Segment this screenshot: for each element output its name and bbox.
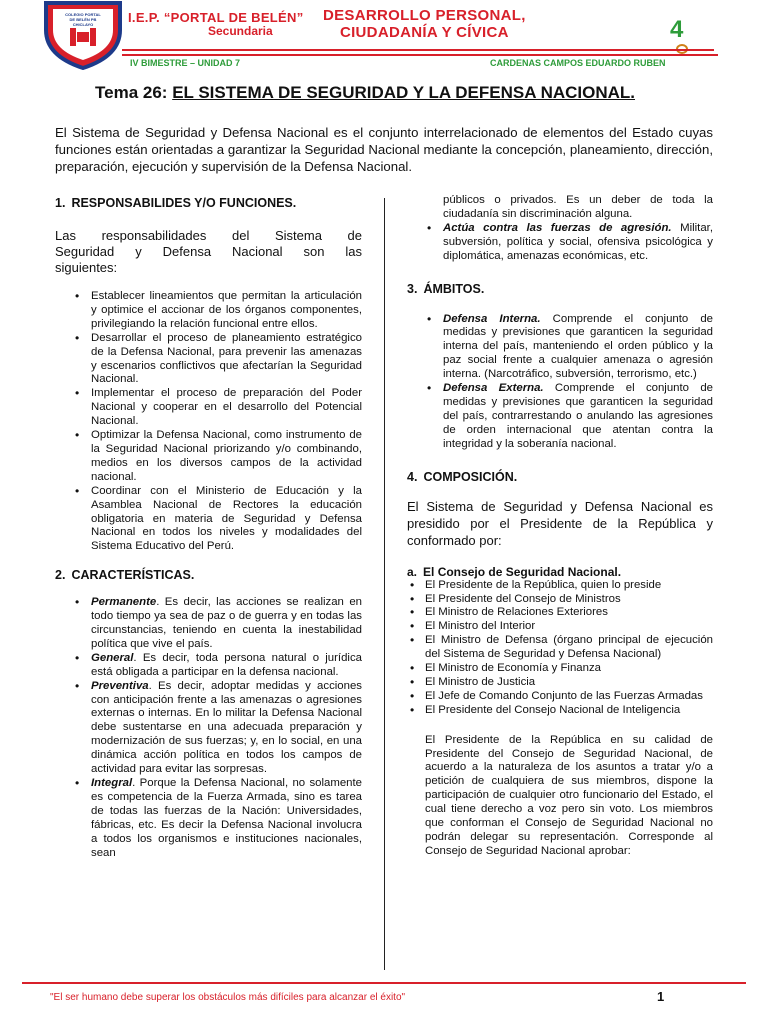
section1-lead: [55, 228, 362, 276]
list-item: • Optimizar la Defensa Nacional, como instrumento de la Seguridad Nacional priorizando y/o combinando, medios en los diversos campos de la actividad nacional.: [55, 429, 362, 485]
list-item: • El Ministro de Justicia: [407, 676, 713, 690]
section3-title: ÁMBITOS.: [423, 281, 485, 296]
list-item: • El Ministro de Relaciones Exteriores: [407, 606, 713, 620]
footer-quote: "El ser humano debe superar los obstáculos más difíciles para alcanzar el éxito": [50, 992, 406, 1003]
council-members-list: [407, 579, 713, 718]
school-name: I.E.P. “PORTAL DE BELÉN”: [128, 10, 304, 25]
item-term: Defensa Externa.: [443, 382, 544, 395]
header-rule-bottom: [122, 54, 718, 56]
grade-number: 4: [670, 16, 684, 43]
logo-lettering: COLEGIO PORTAL DE BELÉN PB CHICLAYO: [65, 12, 101, 27]
item-term: Defensa Interna.: [443, 312, 541, 325]
list-item: • El Ministro de Economía y Finanza: [407, 662, 713, 676]
list-item: [407, 313, 713, 383]
list-item: • El Presidente del Consejo Nacional de Inteligencia: [407, 704, 713, 718]
left-column: [55, 196, 362, 860]
course-title: [323, 7, 526, 41]
section1-lead-line: Seguridad y Defensa Nacional son las: [55, 244, 362, 259]
list-item: [55, 596, 362, 652]
list-item: [407, 222, 713, 264]
author-name: CARDENAS CAMPOS EDUARDO RUBEN: [490, 58, 666, 68]
list-item: • El Presidente del Consejo de Ministros: [407, 593, 713, 607]
closing-paragraph: El Presidente de la República en su calidad de Presidente del Consejo de Seguridad Nacional, de acuerdo a la naturaleza de los asuntos a tratar y/o a petición de cualquiera de sus miembros, dispone la participación de cualquier otro funcionario del Estado, el cual tiene derecho a voz pero sin voto. Los miembros que conforman el Consejo de Seguridad Nacional no podrán delegar su representación. Corresponde al Consejo de Seguridad Nacional aprobar:: [425, 733, 713, 857]
list-item: [55, 680, 362, 777]
footer-rule: [22, 982, 746, 984]
list-item: [55, 652, 362, 680]
item-term: Integral: [91, 777, 133, 789]
item-text: Militar, subversión, política y social, ofensiva psicológica y diplomática, amenazas económicas, etc.: [443, 221, 713, 262]
continuation-text: públicos o privados. Es un deber de toda la ciudadanía sin discriminación alguna.: [443, 194, 713, 220]
item-text: . Es decir, adoptar medidas y acciones con anticipación frente a las amenazas o agresiones externas o internas. En lo militar la Defensa Nacional debe sustentarse en una adecuada preparación y modernización de sus fuerzas; y, en lo social, en una dinámica acción política en todos los campos de actividad para evitar las sorpresas.: [91, 679, 362, 776]
characteristics-list-continued: [407, 222, 713, 264]
item-term: General: [91, 651, 134, 664]
list-item: [407, 382, 713, 452]
school-level: Secundaria: [208, 24, 273, 38]
intro-paragraph: El Sistema de Seguridad y Defensa Nacional es el conjunto interrelacionado de elementos del Estado cuyas funciones están orientadas a garantizar la Seguridad Nacional mediante la concepción, planeamiento, dirección, preparación, ejecución y supervisión de la Defensa Nacional.: [55, 125, 713, 174]
item-text: Comprende el conjunto de medidas y previsiones que garanticen la seguridad interna del país, manteniendo el orden público y la paz social frente a cualquier amenaza o agresión interna. (Narcotráfico, subversión, terrorismo, etc.): [443, 312, 713, 381]
list-item: • Coordinar con el Ministerio de Educación y la Asamblea Nacional de Rectores la educación obligatoria en materia de Seguridad y Defensa Nacional en todos los niveles y modalidades del Sistema Educativo del Perú.: [55, 485, 362, 555]
section2-heading: [55, 568, 362, 582]
scope-list: [407, 313, 713, 452]
characteristics-list: [55, 596, 362, 860]
page-title: [95, 83, 635, 103]
item-text: . Es decir, toda persona natural o jurídica está obligada a participar en la defensa nacional.: [91, 651, 362, 678]
title-prefix: Tema 26:: [95, 83, 168, 102]
section4-lead: El Sistema de Seguridad y Defensa Nacional es presidido por el Presidente de la República y conformado por:: [407, 498, 713, 548]
section1-title: RESPONSABILIDES Y/O FUNCIONES.: [71, 196, 297, 210]
item-text: . Porque la Defensa Nacional, no solamente es competencia de la Fuerza Armada, sino es tarea de todas las fuerzas de la Nación: Universidades, fábricas, etc. Es decir la Defensa Nacional involucra a todos los organismos e instituciones nacionales, sean: [91, 777, 362, 859]
section4-heading: [407, 470, 713, 484]
council-heading: [407, 565, 713, 579]
list-item: • Establecer lineamientos que permitan la articulación y optimice el accionar de los órganos componentes, privilegiando la relación funcional entre ellos.: [55, 290, 362, 332]
list-item: • El Ministro del Interior: [407, 620, 713, 634]
header-rule-top: [122, 49, 714, 51]
item-term: Permanente: [91, 596, 157, 609]
course-title-line1: DESARROLLO PERSONAL,: [323, 7, 526, 24]
section2-number: 2.: [55, 568, 66, 583]
section4-number: 4.: [407, 469, 418, 484]
list-item: • El Ministro de Defensa (órgano principal de ejecución del Sistema de Seguridad y Defensa Nacional): [407, 634, 713, 662]
list-item: • El Jefe de Comando Conjunto de las Fuerzas Armadas: [407, 690, 713, 704]
page-number: 1: [657, 989, 665, 1004]
list-item: • Implementar el proceso de preparación del Poder Nacional y cooperar en el desarrollo del Potencial Nacional.: [55, 387, 362, 429]
item-term: Actúa contra las fuerzas de agresión.: [443, 221, 672, 234]
course-title-line2: CIUDADANÍA Y CÍVICA: [339, 24, 509, 41]
section1-lead-line: siguientes:: [55, 260, 118, 275]
section2-title: CARACTERÍSTICAS.: [71, 568, 195, 583]
item-term: Preventiva: [91, 679, 149, 692]
item-text: Comprende el conjunto de medidas y previsiones que garanticen la seguridad del país, contrarrestando o anulando las agresiones de orden internacional que atentan contra la integridad y la soberanía nacional.: [443, 382, 713, 450]
section1-number: 1.: [55, 196, 66, 210]
responsibilities-list: [55, 290, 362, 554]
list-item: [55, 777, 362, 860]
school-logo: [40, 0, 126, 70]
column-divider: [384, 198, 385, 970]
section3-number: 3.: [407, 281, 418, 296]
item-text: . Es decir, las acciones se realizan en todo tiempo ya sea de paz o de guerra y en todas las circunstancias, teniendo en cuenta la inestabilidad política que vive el país.: [91, 596, 362, 650]
council-label: a.: [407, 564, 418, 579]
section3-heading: [407, 282, 713, 296]
section1-lead-line: Las responsabilidades del Sistema de: [55, 228, 362, 243]
unit-label: IV BIMESTRE – UNIDAD 7: [130, 58, 241, 68]
title-text: EL SISTEMA DE SEGURIDAD Y LA DEFENSA NACIONAL.: [172, 83, 636, 102]
list-item: • El Presidente de la República, quien lo preside: [407, 579, 713, 593]
right-column: [407, 194, 713, 859]
list-item: • Desarrollar el proceso de planeamiento estratégico de la Defensa Nacional, para prevenir las amenazas y escenarios conflictivos que afectarían la Seguridad Nacional.: [55, 332, 362, 388]
council-title: El Consejo de Seguridad Nacional.: [423, 564, 622, 579]
section4-title: COMPOSICIÓN.: [423, 469, 518, 484]
section1-heading: [55, 196, 362, 210]
